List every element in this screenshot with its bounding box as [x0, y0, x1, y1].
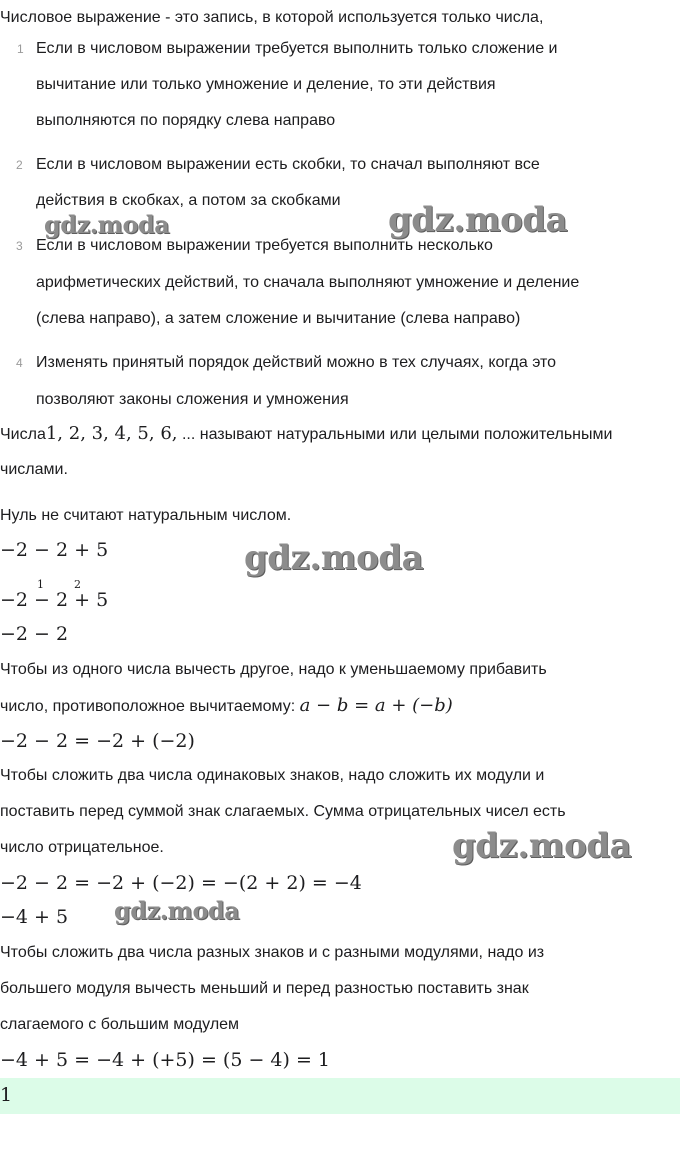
zero-text: Нуль не считают натуральным числом.: [0, 507, 292, 524]
same-signs-rule: Чтобы сложить два числа одинаковых знаков, надо сложить их модули и: [0, 767, 545, 784]
order-mark: 2: [74, 578, 81, 591]
same-signs-rule: поставить перед суммой знак слагаемых. Сумма отрицательных чисел есть: [0, 803, 566, 820]
diff-signs-rule: большего модуля вычесть меньший и перед разностью поставить знак: [0, 980, 529, 997]
expression: −2 − 2 + 5: [0, 539, 109, 561]
natural-numbers-text-cont: числами.: [0, 461, 68, 478]
rule-text: позволяют законы сложения и умножения: [36, 391, 349, 408]
subtract-rule-cont: число, противоположное вычитаемому: a − b = a + (−b): [0, 695, 453, 716]
expression: −2 − 2 = −2 + (−2): [0, 730, 195, 752]
natural-numbers-math: 1, 2, 3, 4, 5, 6,: [45, 423, 178, 444]
watermark-logo: gdz.moda: [244, 538, 424, 578]
expression: −2 − 2 = −2 + (−2) = −(2 + 2) = −4: [0, 872, 362, 894]
rule-number: 3: [16, 239, 23, 253]
rule-number: 4: [16, 356, 23, 370]
natural-numbers-text: Числа1, 2, 3, 4, 5, 6, ... называют натуральными или целыми положительными: [0, 423, 613, 444]
rule-text: Изменять принятый порядок действий можно в тех случаях, когда это: [36, 354, 557, 371]
diff-signs-rule: Чтобы сложить два числа разных знаков и с разными модулями, надо из: [0, 944, 545, 961]
rule-text: Если в числовом выражении есть скобки, то сначал выполняют все: [36, 156, 540, 173]
watermark-logo: gdz.moda: [452, 826, 632, 866]
rule-number: 1: [17, 42, 24, 56]
answer-value: 1: [0, 1084, 13, 1106]
rule-text: вычитание или только умножение и деление, то эти действия: [36, 76, 496, 93]
rule-text: Если в числовом выражении требуется выполнить только сложение и: [36, 40, 558, 57]
same-signs-rule: число отрицательное.: [0, 839, 164, 856]
subtract-rule: Чтобы из одного числа вычесть другое, надо к уменьшаемому прибавить: [0, 661, 547, 678]
rule-text: (слева направо), а затем сложение и вычитание (слева направо): [36, 310, 521, 327]
expression: −4 + 5: [0, 906, 69, 928]
rule-text: действия в скобках, а потом за скобками: [36, 192, 341, 209]
expression: −2 − 2: [0, 623, 69, 645]
diff-signs-rule: слагаемого с большим модулем: [0, 1016, 240, 1033]
watermark-logo: gdz.moda: [44, 210, 170, 239]
rule-text: Если в числовом выражении требуется выполнить несколько: [36, 237, 493, 254]
intro-text: Числовое выражение - это запись, в которой используется только числа,: [0, 9, 544, 26]
watermark-logo: gdz.moda: [388, 200, 568, 240]
expression: −4 + 5 = −4 + (+5) = (5 − 4) = 1: [0, 1049, 331, 1071]
rule-text: выполняются по порядку слева направо: [36, 112, 336, 129]
rule-text: арифметических действий, то сначала выполняют умножение и деление: [36, 274, 580, 291]
subtract-formula: a − b = a + (−b): [299, 695, 453, 716]
expression-with-order: −2 − 2 + 5: [0, 589, 109, 611]
answer-box: [0, 1078, 680, 1114]
watermark-logo: gdz.moda: [114, 896, 240, 925]
order-mark: 1: [37, 578, 44, 591]
rule-number: 2: [16, 158, 23, 172]
